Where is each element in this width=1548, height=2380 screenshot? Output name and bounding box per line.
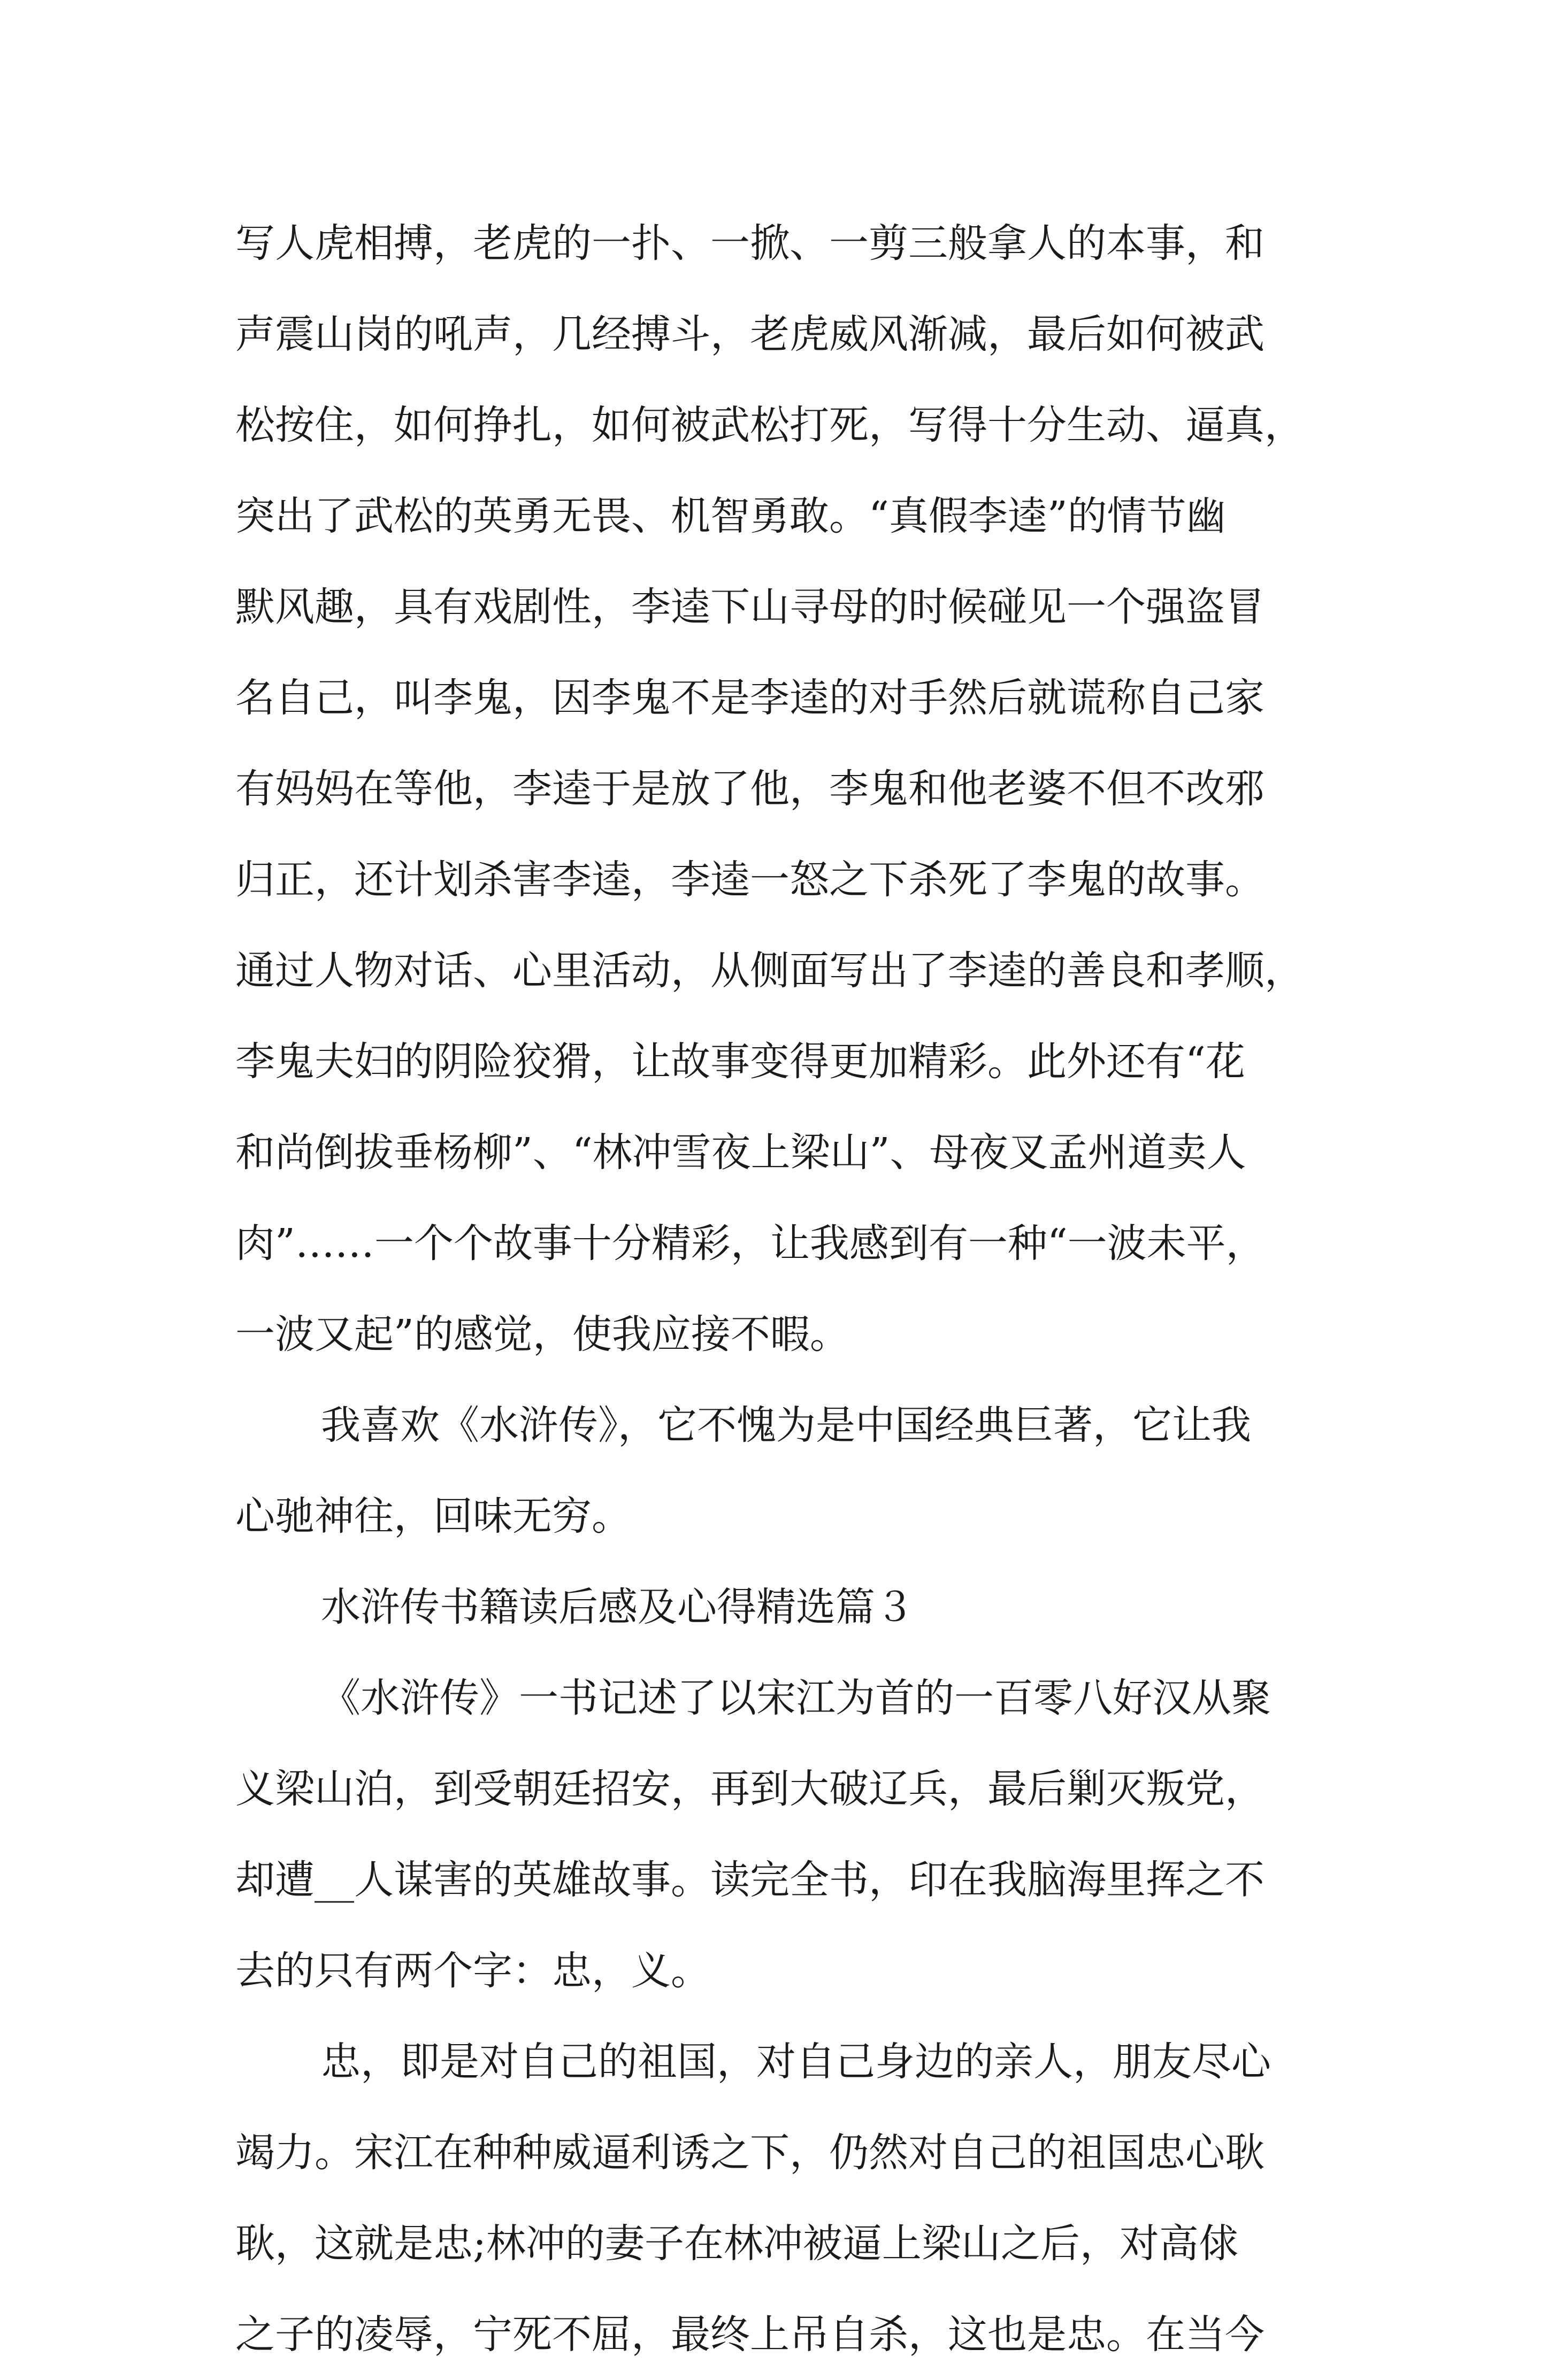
text-line: 松按住，如何挣扎，如何被武松打死，写得十分生动、逼真， [235, 402, 1304, 448]
paragraph-start-line: 我喜欢《水浒传》，它不愧为是中国经典巨著，它让我 [321, 1402, 1251, 1448]
text-line: 肉”……一个个故事十分精彩，让我感到有一种“一波未平， [235, 1220, 1266, 1266]
text-line: 写人虎相搏，老虎的一扑、一掀、一剪三般拿人的本事，和 [235, 220, 1265, 266]
paragraph-start-line: 《水浒传》一书记述了以宋江为首的一百零八好汉从聚 [321, 1675, 1271, 1721]
text-line: 却遭__人谋害的英雄故事。读完全书，印在我脑海里挥之不 [235, 1857, 1265, 1903]
text-line: 李鬼夫妇的阴险狡猾，让故事变得更加精彩。此外还有“花 [235, 1039, 1245, 1085]
text-line: 竭力。宋江在种种威逼利诱之下，仍然对自己的祖国忠心耿 [235, 2130, 1265, 2176]
text-line: 和尚倒拔垂杨柳”、“林冲雪夜上梁山”、母夜叉孟州道卖人 [235, 1130, 1246, 1176]
text-line: 义梁山泊，到受朝廷招安，再到大破辽兵，最后剿灭叛党， [235, 1766, 1265, 1812]
paragraph-start-line: 忠，即是对自己的祖国，对自己身边的亲人，朋友尽心 [321, 2039, 1271, 2085]
text-line: 耿，这就是忠;林冲的妻子在林冲被逼上梁山之后，对高俅 [235, 2221, 1238, 2267]
text-line: 通过人物对话、心里活动，从侧面写出了李逵的善良和孝顺， [235, 948, 1304, 994]
text-line: 归正，还计划杀害李逵，李逵一怒之下杀死了李鬼的故事。 [235, 857, 1265, 903]
text-line: 去的只有两个字：忠，义。 [235, 1948, 710, 1994]
text-line: 心驰神往，回味无穷。 [235, 1493, 631, 1539]
text-line: 突出了武松的英勇无畏、机智勇敢。“真假李逵”的情节幽 [235, 493, 1226, 539]
text-line: 默风趣，具有戏剧性，李逵下山寻母的时候碰见一个强盗冒 [235, 584, 1265, 630]
text-line: 一波又起”的感觉，使我应接不暇。 [235, 1311, 849, 1357]
text-line: 声震山岗的吼声，几经搏斗，老虎威风渐减，最后如何被武 [235, 311, 1265, 357]
text-line: 之子的凌辱，宁死不屈，最终上吊自杀，这也是忠。在当今 [235, 2312, 1265, 2358]
text-line: 名自己，叫李鬼，因李鬼不是李逵的对手然后就谎称自己家 [235, 675, 1265, 721]
text-line: 有妈妈在等他，李逵于是放了他，李鬼和他老婆不但不改邪 [235, 766, 1265, 812]
section-heading: 水浒传书籍读后感及心得精选篇３ [321, 1584, 915, 1630]
document-body [235, 198, 1316, 2380]
